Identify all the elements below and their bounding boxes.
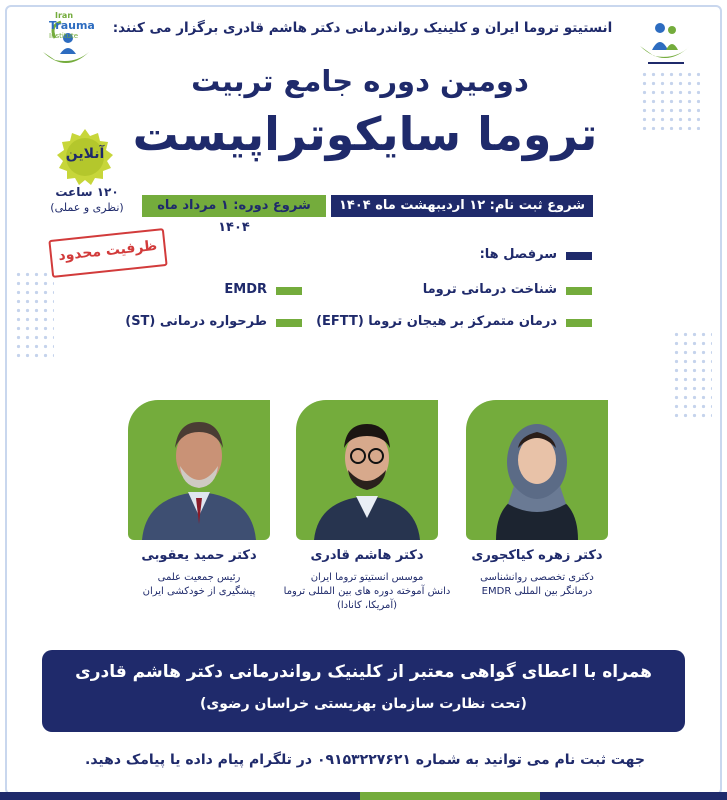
- course-start-pill: شروع دوره: ۱ مرداد ماه ۱۴۰۴: [142, 195, 326, 217]
- online-label: آنلاین: [65, 146, 105, 162]
- instructor-photo-3: [128, 400, 270, 540]
- online-badge: [56, 128, 114, 186]
- contact-text: جهت ثبت نام می توانید به شماره ۰۹۱۵۳۲۲۷۶۲۱ در تلگرام پیام داده یا پیامک دهید.: [85, 752, 645, 768]
- dot-pattern-left: [14, 270, 54, 360]
- logo-text-line2: Trauma: [49, 19, 95, 32]
- older-man-portrait-icon: [128, 400, 270, 540]
- instructor-name-1: دکتر زهره کیاکجوری: [471, 548, 603, 563]
- instructor-photo-2: [296, 400, 438, 540]
- registration-date-pill: شروع ثبت نام: ۱۲ اردیبهشت ماه ۱۴۰۴: [331, 195, 593, 217]
- certificate-text: همراه با اعطای گواهی معتبر از کلینیک رواندرمانی دکتر هاشم قادری: [75, 662, 652, 682]
- logo-text-line3: Institute: [49, 32, 79, 40]
- clinic-logo-right: [634, 6, 696, 68]
- syllabus-bullet-2: [566, 319, 592, 327]
- instructor-role-2-line3: (آمریکا، کانادا): [336, 600, 398, 611]
- syllabus-item-2: درمان متمرکز بر هیجان تروما (EFTT): [316, 314, 557, 329]
- course-hours: [42, 185, 132, 215]
- instructor-role-1-line2: درمانگر بین المللی EMDR: [481, 586, 593, 597]
- instructor-role-2-line2: دانش آموخته دوره های بین المللی تروما: [283, 586, 451, 597]
- course-title: تروما سایکوتراپیست: [132, 107, 598, 161]
- instructor-name-3: دکتر حمید یعقوبی: [141, 548, 257, 563]
- dot-pattern-top-right: [640, 70, 700, 130]
- bottom-green-accent: [360, 792, 540, 800]
- syllabus-heading-bar: [566, 252, 592, 260]
- instructor-role-1: [452, 571, 622, 599]
- syllabus-bullet-3: [276, 287, 302, 295]
- syllabus-bullet-1: [566, 287, 592, 295]
- trauma-institute-logo-left: [35, 8, 97, 70]
- instructor-role-2: [282, 571, 452, 613]
- syllabus-item-1: شناخت درمانی تروما: [422, 282, 557, 297]
- instructor-photo-1: [466, 400, 608, 540]
- supervision-text: (تحت نظارت سازمان بهزیستی خراسان رضوی): [200, 696, 527, 712]
- instructor-role-3-line1: رئیس جمعیت علمی: [157, 572, 241, 583]
- syllabus-item-3: EMDR: [224, 282, 267, 297]
- hours-detail: (نظری و عملی): [50, 201, 124, 214]
- instructor-role-3-line2: پیشگیری از خودکشی ایران: [142, 586, 256, 597]
- instructor-role-3: [114, 571, 284, 599]
- logo-text-line1: Iran: [55, 11, 74, 20]
- hours-value: ۱۲۰ ساعت: [55, 185, 119, 199]
- limited-capacity-stamp: ظرفیت محدود: [48, 228, 167, 278]
- course-subtitle: دومین دوره جامع تربیت: [191, 64, 529, 98]
- woman-portrait-icon: [466, 400, 608, 540]
- certificate-banner: [42, 650, 685, 732]
- syllabus-bullet-4: [276, 319, 302, 327]
- instructor-role-1-line1: دکتری تخصصی روانشناسی: [480, 572, 594, 583]
- syllabus-heading: سرفصل ها:: [479, 247, 557, 262]
- instructor-role-2-line1: موسس انستیتو تروما ایران: [310, 572, 424, 583]
- syllabus-item-4: طرحواره درمانی (ST): [125, 314, 267, 329]
- man-with-glasses-portrait-icon: [296, 400, 438, 540]
- organizer-text: انستیتو تروما ایران و کلینیک رواندرمانی دکتر هاشم قادری برگزار می کنند:: [112, 20, 613, 36]
- instructor-name-2: دکتر هاشم قادری: [310, 548, 424, 563]
- dot-pattern-right: [672, 330, 712, 420]
